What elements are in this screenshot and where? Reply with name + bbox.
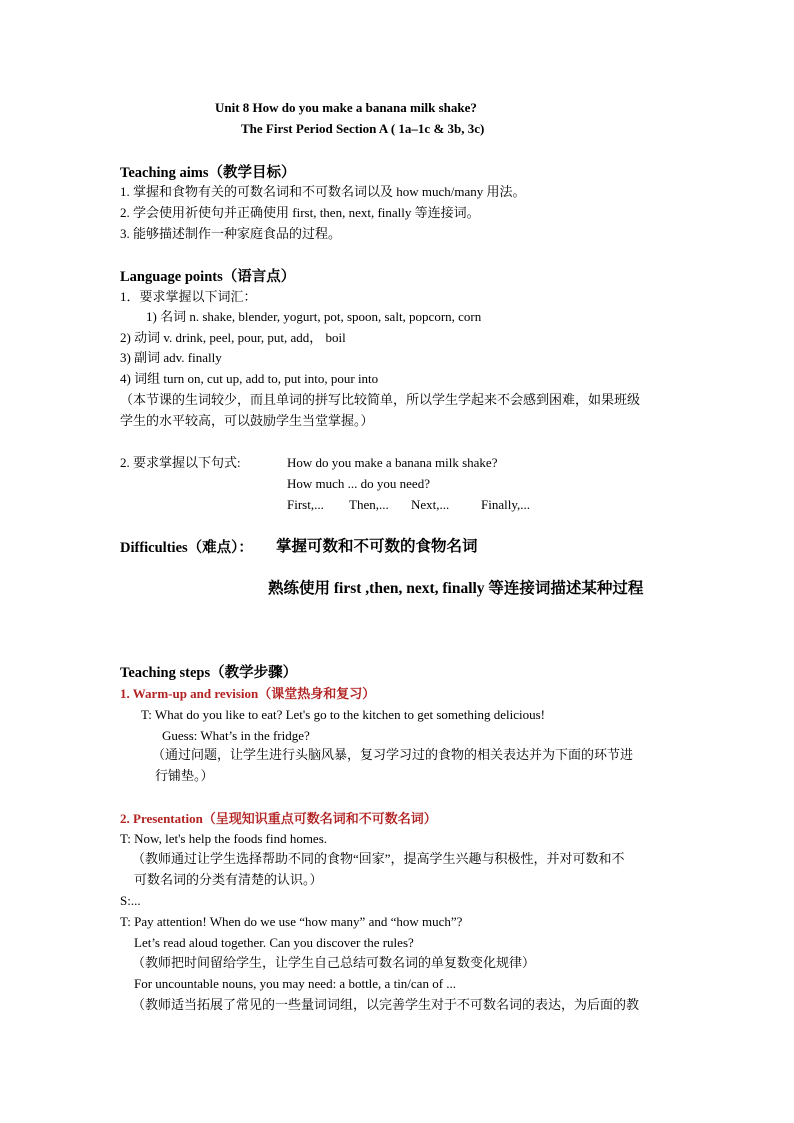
vocab-item: 3) 副词 adv. finally — [120, 350, 222, 365]
vocab-note-line-1: （本节课的生词较少，而且单词的拼写比较简单，所以学生学起来不会感到困难，如果班级 — [120, 392, 641, 407]
step-2-line-4: Let’s read aloud together. Can you discover the rules? — [134, 935, 414, 950]
step-2-line-2: S:... — [120, 893, 141, 908]
step-2-note-1: （教师通过让学生选择帮助不同的食物“回家”，提高学生兴趣与积极性，并对可数和不 — [132, 851, 625, 866]
title-line-1: Unit 8 How do you make a banana milk shake? — [215, 100, 477, 115]
vocab-item: 2) 动词 v. drink, peel, pour, put, add， boil — [120, 330, 346, 345]
step-1-note-1: （通过问题，让学生进行头脑风暴，复习学习过的食物的相关表达并为下面的环节进 — [152, 747, 634, 762]
step-2-line-5: For uncountable nouns, you may need: a bottle, a tin/can of ... — [134, 976, 457, 991]
step-2-title: 2. Presentation（呈现知识重点可数名词和不可数名词） — [120, 811, 437, 826]
step-1-note-2: 行铺垫。） — [155, 768, 214, 783]
difficulty-point-1: 掌握可数和不可数的食物名词 — [276, 538, 478, 555]
sentence-2: How much ... do you need? — [287, 476, 430, 491]
title-line-2: The First Period Section A ( 1a–1c & 3b, 3c) — [241, 121, 485, 136]
vocab-intro: 1．要求掌握以下词汇： — [120, 289, 257, 304]
sequence-then: Then,... — [349, 497, 389, 512]
aim-item: 2. 学会使用祈使句并正确使用 first, then, next, finally 等连接词。 — [120, 205, 480, 220]
sequence-first: First,... — [287, 497, 324, 512]
aim-item: 1. 掌握和食物有关的可数名词和不可数名词以及 how much/many 用法。 — [120, 184, 526, 199]
step-2-note-4: （教师适当拓展了常见的一些量词词组，以完善学生对于不可数名词的表达，为后面的教 — [132, 997, 640, 1012]
step-2-line-1: T: Now, let's help the foods find homes. — [120, 831, 328, 846]
teaching-steps-heading: Teaching steps（教学步骤） — [120, 665, 298, 681]
difficulty-point-2: 熟练使用 first ,then, next, finally 等连接词描述某种过程 — [268, 580, 644, 597]
step-2-note-2: 可数名词的分类有清楚的认识。） — [134, 872, 323, 887]
step-1-line-1: T: What do you like to eat? Let's go to the kitchen to get something delicious! — [141, 707, 546, 722]
step-2-line-3: T: Pay attention! When do we use “how many” and “how much”? — [120, 914, 463, 929]
step-1-title: 1. Warm-up and revision（课堂热身和复习） — [120, 686, 376, 701]
step-1-line-2: Guess: What’s in the fridge? — [162, 728, 310, 743]
vocab-item: 4) 词组 turn on, cut up, add to, put into, pour into — [120, 371, 379, 386]
sequence-finally: Finally,... — [481, 497, 530, 512]
difficulties-label: Difficulties（难点）： — [120, 540, 253, 556]
step-2-note-3: （教师把时间留给学生，让学生自己总结可数名词的单复数变化规律） — [132, 955, 536, 970]
vocab-note-line-2: 学生的水平较高，可以鼓励学生当堂掌握。） — [120, 413, 374, 428]
sentences-label: 2. 要求掌握以下句式: — [120, 455, 241, 470]
aim-item: 3. 能够描述制作一种家庭食品的过程。 — [120, 226, 342, 241]
teaching-aims-heading: Teaching aims（教学目标） — [120, 165, 296, 181]
vocab-item: 1) 名词 n. shake, blender, yogurt, pot, spoon, salt, popcorn, corn — [146, 309, 482, 324]
sentence-1: How do you make a banana milk shake? — [287, 455, 498, 470]
sequence-next: Next,... — [411, 497, 450, 512]
language-points-heading: Language points（语言点） — [120, 269, 296, 285]
